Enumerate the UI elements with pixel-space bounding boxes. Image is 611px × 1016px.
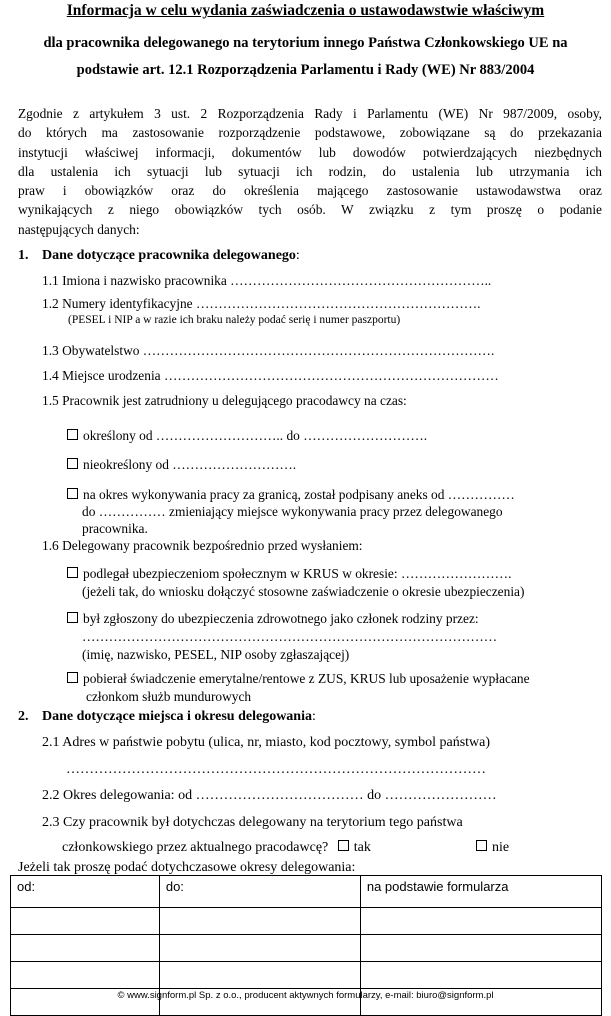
- intro-line: następujących danych:: [18, 221, 140, 237]
- field-address-label: 2.1 Adres w państwie pobytu (ulica, nr, miasto, kod pocztowy, symbol państwa): [42, 735, 491, 750]
- table-cell-form[interactable]: [360, 908, 601, 935]
- field-name[interactable]: 1.1 Imiona i nazwisko pracownika …………………………………………………..: [42, 273, 492, 288]
- checkbox-yes[interactable]: [338, 840, 349, 851]
- checkbox-indefinite[interactable]: [67, 458, 78, 469]
- previous-postings-note: Jeżeli tak proszę podać dotychczasowe okresy delegowania:: [18, 860, 356, 875]
- checkbox-annex[interactable]: [67, 488, 78, 499]
- option-annex-label: na okres wykonywania pracy za granicą, został podpisany aneks od ……………: [83, 487, 515, 502]
- intro-line: praw i obowiązków oraz do określenia mającego zastosowanie ustawodawstwa oraz: [18, 183, 602, 199]
- form-subtitle-line1: dla pracownika delegowanego na terytorium innego Państwa Członkowskiego UE na: [43, 35, 568, 51]
- table-cell-from[interactable]: [11, 908, 160, 935]
- section-2-number: 2.: [18, 709, 29, 724]
- intro-line: Zgodnie z artykułem 3 ust. 2 Rozporządzenia Rady i Parlamentu (WE) Nr 987/2009, osoby,: [18, 106, 602, 121]
- intro-paragraph: [18, 104, 602, 239]
- option-pension-label: pobierał świadczenie emerytalne/rentowe z ZUS, KRUS lub uposażenie wypłacane: [83, 671, 530, 686]
- option-health-insurance-dots[interactable]: …………………………………………………………………………………: [82, 629, 498, 644]
- option-fixed-term-label: określony od ……………………….. do ……………………….: [83, 428, 428, 443]
- table-cell-to[interactable]: [159, 908, 360, 935]
- field-birthplace[interactable]: 1.4 Miejsce urodzenia …………………………………………………………………: [42, 368, 499, 383]
- footer-copyright: © www.signform.pl Sp. z o.o., producent aktywnych formularzy, e-mail: biuro@signform.pl: [117, 990, 494, 1001]
- intro-line: dla ustalenia ich sytuacji lub sytuacji ich rodzin, do ustalenia lub utrzymania ich: [18, 163, 602, 179]
- form-subtitle-line2: podstawie art. 12.1 Rozporządzenia Parlamentu i Rady (WE) Nr 883/2004: [76, 62, 535, 78]
- section-1-heading: [18, 248, 300, 264]
- table-cell-to[interactable]: [159, 935, 360, 962]
- column-header-form: na podstawie formularza: [360, 876, 601, 908]
- previous-posting-question-text: członkowskiego przez aktualnego pracodawcę?: [62, 840, 329, 855]
- field-previous-posting-line2: [62, 840, 371, 856]
- option-fixed-term[interactable]: [67, 428, 427, 444]
- checkbox-pension[interactable]: [67, 672, 78, 683]
- section-1-title: Dane dotyczące pracownika delegowanego: [42, 248, 296, 263]
- option-indefinite[interactable]: [67, 457, 296, 473]
- table-cell-form[interactable]: [360, 962, 601, 989]
- table-row: [11, 962, 602, 989]
- option-indefinite-label: nieokreślony od ……………………….: [83, 457, 297, 472]
- option-annex-line2: do …………… zmieniający miejsce wykonywania pracy przez delegowanego: [82, 504, 503, 519]
- option-krus-label: podlegał ubezpieczeniom społecznym w KRUS w okresie: …………………….: [83, 566, 512, 581]
- field-address-dots[interactable]: ………………………………………………………………………………: [66, 762, 486, 777]
- table-cell-from[interactable]: [11, 935, 160, 962]
- option-krus-hint: (jeżeli tak, do wniosku dołączyć stosowne zaświadczenie o okresie ubezpieczenia): [82, 584, 525, 599]
- table-row: [11, 935, 602, 962]
- column-header-to: do:: [159, 876, 360, 908]
- option-no[interactable]: [476, 840, 509, 856]
- checkbox-krus[interactable]: [67, 567, 78, 578]
- option-health-insurance[interactable]: [67, 611, 479, 627]
- form-title: Informacja w celu wydania zaświadczenia o ustawodawstwie właściwym: [66, 2, 545, 19]
- table-cell-to[interactable]: [159, 962, 360, 989]
- option-pension-line2: członkom służb mundurowych: [86, 689, 252, 704]
- option-annex-line3: pracownika.: [82, 521, 148, 536]
- field-citizenship[interactable]: 1.3 Obywatelstwo …………………………………………………………………….: [42, 343, 495, 358]
- option-health-insurance-hint: (imię, nazwisko, PESEL, NIP osoby zgłaszającej): [82, 647, 350, 662]
- field-employment-period-label: 1.5 Pracownik jest zatrudniony u delegującego pracodawcy na czas:: [42, 393, 407, 408]
- checkbox-health-insurance[interactable]: [67, 612, 78, 623]
- section-2-colon: :: [311, 709, 316, 724]
- intro-line: do których ma zastosowanie rozporządzenie podstawowe, zobowiązane są do przekazania: [18, 125, 602, 141]
- checkbox-no[interactable]: [476, 840, 487, 851]
- field-id-hint: (PESEL i NIP a w razie ich braku należy podać serię i numer paszportu): [68, 314, 401, 326]
- field-id-numbers[interactable]: 1.2 Numery identyfikacyjne ……………………………………………………….: [42, 296, 481, 311]
- option-krus[interactable]: [67, 566, 511, 582]
- column-header-from: od:: [11, 876, 160, 908]
- option-pension[interactable]: [67, 671, 530, 687]
- field-previous-posting-question: 2.3 Czy pracownik był dotychczas delegowany na terytorium tego państwa: [42, 815, 463, 830]
- section-1-number: 1.: [18, 248, 29, 263]
- field-before-posting-label: 1.6 Delegowany pracownik bezpośrednio przed wysłaniem:: [42, 538, 363, 553]
- option-health-insurance-label: był zgłoszony do ubezpieczenia zdrowotnego jako członek rodziny przez:: [83, 611, 479, 626]
- section-2-title: Dane dotyczące miejsca i okresu delegowania: [42, 709, 312, 724]
- table-cell-from[interactable]: [11, 962, 160, 989]
- table-row: [11, 908, 602, 935]
- table-header-row: [11, 876, 602, 908]
- checkbox-yes-label: tak: [353, 840, 371, 855]
- checkbox-fixed-term[interactable]: [67, 429, 78, 440]
- table-cell-form[interactable]: [360, 935, 601, 962]
- intro-line: wynikających z niego obowiązków tych osób. W związku z tym proszę o podanie: [18, 202, 602, 218]
- field-posting-period[interactable]: 2.2 Okres delegowania: od ……………………………… do ……………………: [42, 788, 497, 803]
- section-1-colon: :: [295, 248, 300, 263]
- option-annex[interactable]: [67, 487, 515, 503]
- section-2-heading: [18, 709, 316, 725]
- intro-line: instytucji właściwej informacji, dokumentów lub dowodów potwierdzających niezbędnych: [18, 144, 602, 160]
- checkbox-no-label: nie: [492, 840, 510, 855]
